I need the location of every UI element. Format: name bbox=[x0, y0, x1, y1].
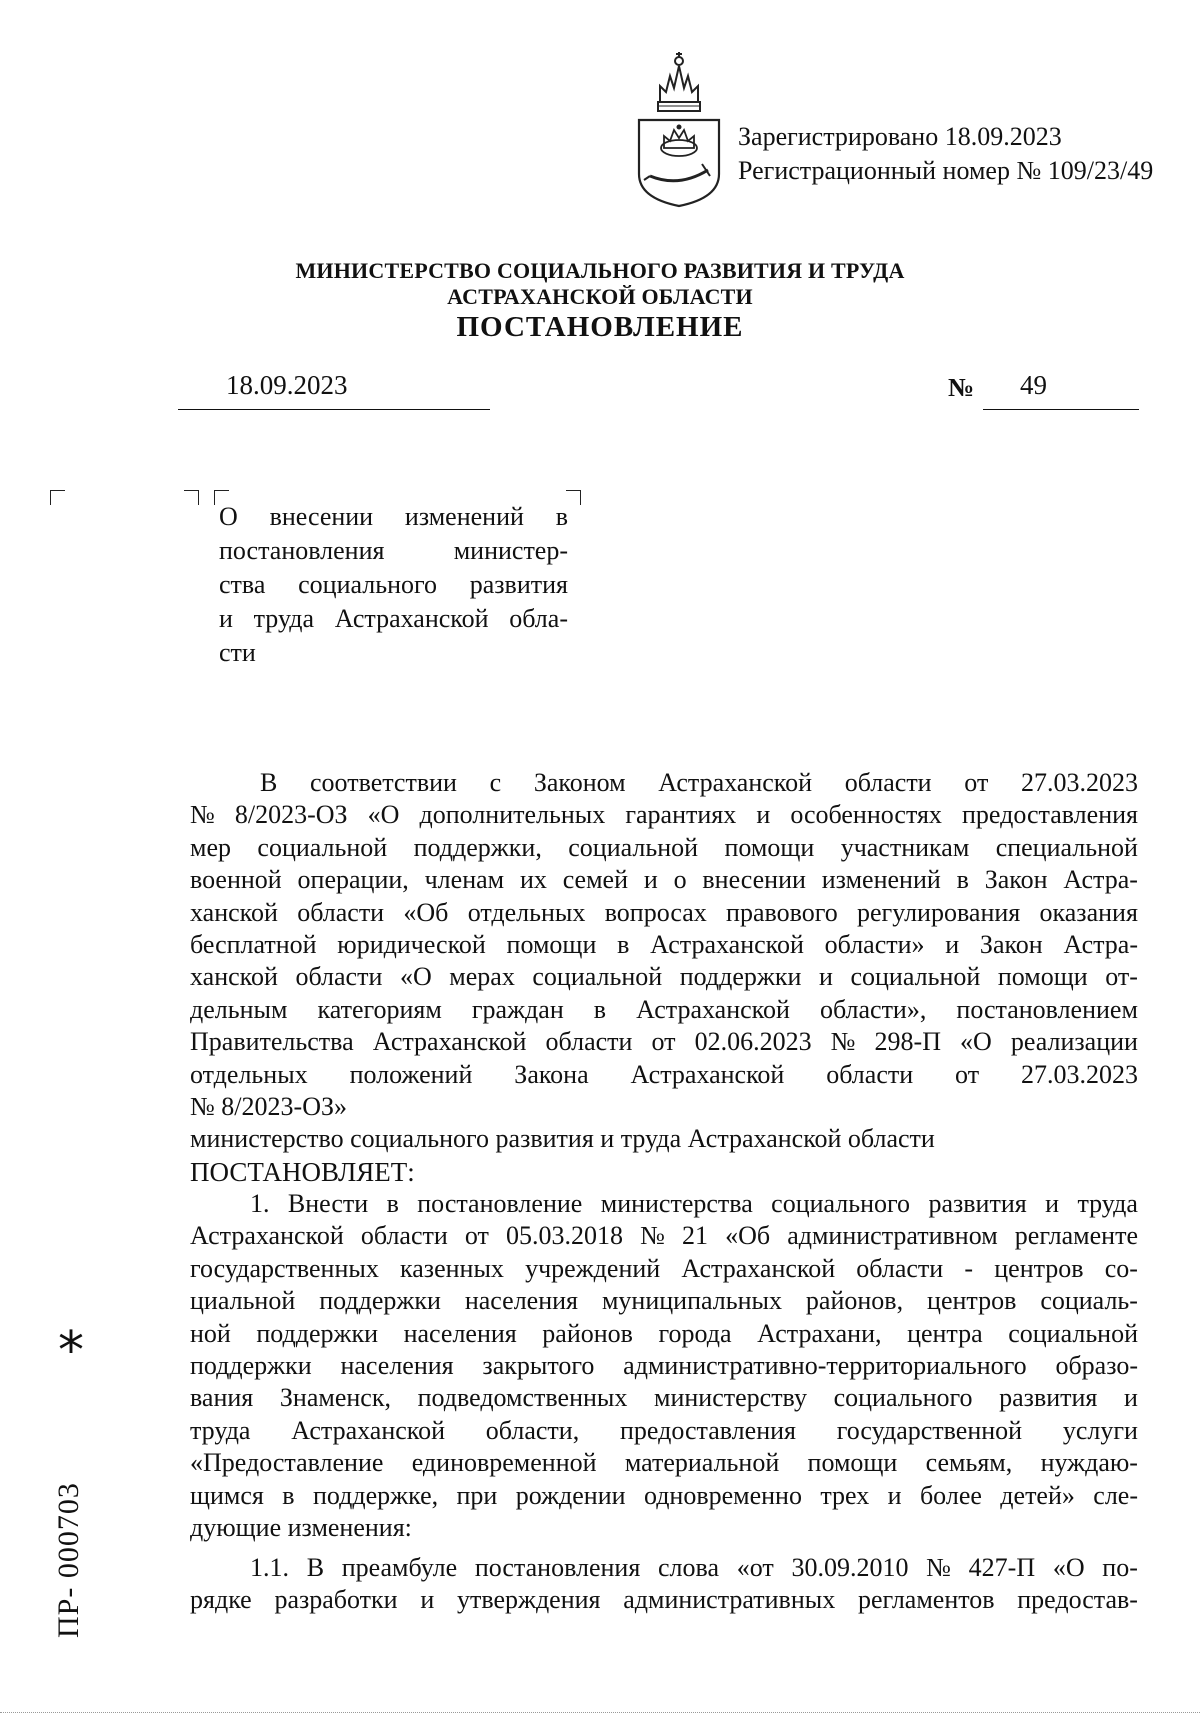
word: поддержки bbox=[319, 1286, 441, 1316]
word: области bbox=[360, 1221, 448, 1251]
word: Астраханской bbox=[372, 1027, 527, 1057]
word: отдельных bbox=[467, 897, 586, 927]
word: более bbox=[919, 1480, 982, 1510]
decides-line: ПОСТАНОВЛЯЕТ: bbox=[190, 1156, 415, 1187]
word: вопросах bbox=[604, 897, 707, 927]
corner-bracket bbox=[184, 490, 199, 505]
word: категориям bbox=[317, 994, 442, 1024]
form-serial-number: ПР- 000703 bbox=[52, 1482, 85, 1638]
word: семьям, bbox=[925, 1448, 1013, 1478]
item-1-line bbox=[190, 1188, 1138, 1220]
word: и bbox=[643, 865, 658, 895]
word: поддержке, bbox=[312, 1480, 439, 1510]
registration-number: Регистрационный номер № 109/23/49 bbox=[738, 156, 1154, 185]
preamble-line bbox=[190, 832, 1138, 864]
margin-asterisk: * bbox=[58, 1321, 84, 1381]
word: районов bbox=[542, 1318, 633, 1348]
word: государственной bbox=[836, 1415, 1023, 1445]
subject-line: сти bbox=[219, 638, 256, 667]
word: предоставления bbox=[962, 800, 1138, 830]
word: социальной bbox=[532, 962, 663, 992]
word: социального bbox=[771, 1189, 911, 1218]
word: административных bbox=[623, 1585, 836, 1615]
word: рождении bbox=[515, 1480, 626, 1510]
word: области, bbox=[485, 1415, 580, 1445]
item-1-1-line bbox=[190, 1584, 1138, 1616]
word: Астрахани, bbox=[757, 1318, 882, 1348]
word: 27.03.2023 bbox=[1020, 1059, 1138, 1089]
word: Закон bbox=[979, 929, 1043, 959]
word: 8/2023-ОЗ bbox=[234, 800, 348, 830]
word: образо- bbox=[1055, 1350, 1138, 1380]
word: области bbox=[826, 1059, 914, 1089]
word: области bbox=[545, 1027, 633, 1057]
registration-date: Зарегистрировано 18.09.2023 bbox=[738, 122, 1062, 151]
word: помощи bbox=[506, 929, 597, 959]
preamble-line: № 8/2023-ОЗ» bbox=[190, 1091, 347, 1121]
word: 427-П bbox=[968, 1553, 1036, 1582]
word: области bbox=[295, 962, 383, 992]
word: области bbox=[297, 897, 385, 927]
coat-of-arms-icon bbox=[636, 52, 722, 208]
preamble-line bbox=[190, 994, 1138, 1026]
corner-bracket bbox=[566, 490, 581, 505]
word: Знаменск, bbox=[279, 1383, 391, 1413]
word: со- bbox=[1104, 1253, 1138, 1283]
word: № bbox=[926, 1553, 951, 1582]
word: 21 bbox=[682, 1221, 708, 1251]
word: внесении bbox=[702, 865, 806, 895]
word: министерства bbox=[600, 1189, 753, 1218]
word: 1.1. bbox=[250, 1553, 289, 1582]
registration-stamp bbox=[738, 120, 1153, 188]
word: в bbox=[593, 994, 607, 1024]
word: Закон bbox=[984, 865, 1048, 895]
word: «Об bbox=[403, 897, 449, 927]
word: социального bbox=[833, 1383, 973, 1413]
word: в bbox=[956, 865, 969, 895]
word: услуги bbox=[1062, 1415, 1138, 1445]
word: регламенте bbox=[1014, 1221, 1138, 1251]
word: о bbox=[673, 865, 687, 895]
preamble-line bbox=[190, 961, 1138, 993]
word: ханской bbox=[190, 897, 278, 927]
word: 1. bbox=[250, 1189, 270, 1218]
item-1-line bbox=[190, 1350, 1138, 1382]
word: и bbox=[818, 962, 833, 992]
word: слова bbox=[658, 1553, 720, 1582]
word: от bbox=[651, 1027, 676, 1057]
word: семей bbox=[562, 865, 628, 895]
word: учреждений bbox=[525, 1253, 661, 1283]
number-underline bbox=[983, 409, 1139, 410]
word: В bbox=[306, 1553, 325, 1582]
word: и bbox=[756, 800, 771, 830]
word: бесплатной bbox=[190, 929, 317, 959]
item-1-1-line bbox=[190, 1552, 1138, 1584]
word: в bbox=[617, 929, 630, 959]
word: предостав- bbox=[1017, 1585, 1138, 1615]
word: труда bbox=[1077, 1189, 1138, 1218]
word: 30.09.2010 bbox=[791, 1553, 909, 1582]
word: рядке bbox=[190, 1585, 252, 1615]
word: подведомственных bbox=[417, 1383, 628, 1413]
word: «О bbox=[1052, 1553, 1085, 1582]
word: министерству bbox=[654, 1383, 807, 1413]
word: постановления bbox=[474, 1553, 641, 1582]
word: развития bbox=[928, 1189, 1027, 1218]
word: «Предоставление bbox=[190, 1448, 384, 1478]
word: В bbox=[260, 768, 278, 797]
word: Астра- bbox=[1063, 929, 1138, 959]
word: соответствии bbox=[310, 768, 457, 797]
word: с bbox=[489, 768, 502, 797]
word: Закона bbox=[514, 1059, 589, 1089]
word: преамбуле bbox=[341, 1553, 458, 1582]
word: правового bbox=[726, 897, 838, 927]
word: по- bbox=[1102, 1553, 1138, 1582]
word: и bbox=[420, 1585, 435, 1615]
word: «О bbox=[399, 962, 432, 992]
word: изменений bbox=[821, 865, 941, 895]
word: населения bbox=[340, 1350, 454, 1380]
word: помощи bbox=[724, 832, 815, 862]
word: и bbox=[1045, 1189, 1060, 1218]
word: и bbox=[887, 1480, 902, 1510]
word: центров bbox=[994, 1253, 1084, 1283]
word: ханской bbox=[190, 962, 278, 992]
date-underline bbox=[178, 409, 490, 410]
document-subject bbox=[219, 500, 568, 670]
word: города bbox=[658, 1318, 732, 1348]
word: «Об bbox=[725, 1221, 771, 1251]
word: граждан bbox=[471, 994, 564, 1024]
preamble-line bbox=[190, 767, 1138, 799]
word: «О bbox=[960, 1027, 992, 1057]
word: вания bbox=[190, 1383, 254, 1413]
word: от bbox=[964, 768, 989, 797]
word: разработки bbox=[274, 1585, 398, 1615]
word: социальной bbox=[257, 832, 388, 862]
preamble-line bbox=[190, 1059, 1138, 1091]
word: труда bbox=[190, 1415, 251, 1445]
word: Астраханской bbox=[630, 1059, 785, 1089]
word: № bbox=[190, 800, 215, 830]
word: дополнительных bbox=[419, 800, 606, 830]
word: трех bbox=[820, 1480, 870, 1510]
word: и bbox=[1124, 1383, 1138, 1413]
preamble-line bbox=[190, 799, 1138, 831]
word: одновременно bbox=[643, 1480, 802, 1510]
word: области», bbox=[819, 994, 927, 1024]
word: мерах bbox=[449, 962, 515, 992]
word: № bbox=[830, 1027, 856, 1057]
word: развития bbox=[999, 1383, 1098, 1413]
word: населения bbox=[403, 1318, 517, 1348]
word: Астраханской bbox=[650, 929, 804, 959]
word: социальной bbox=[1008, 1318, 1138, 1348]
preamble-paragraph bbox=[190, 767, 1138, 1188]
word: и bbox=[945, 929, 960, 959]
word: Астраханской bbox=[636, 994, 790, 1024]
word: предоставления bbox=[620, 1415, 796, 1445]
item-1-1-paragraph bbox=[190, 1552, 1138, 1617]
word: 27.03.2023 bbox=[1020, 768, 1138, 797]
word: участникам bbox=[840, 832, 970, 862]
word: Правительства bbox=[190, 1027, 354, 1057]
number-sign: № bbox=[948, 373, 975, 402]
item-1-paragraph bbox=[190, 1188, 1138, 1544]
word: 05.03.2018 bbox=[506, 1221, 623, 1251]
word: щимся bbox=[190, 1480, 264, 1510]
word: их bbox=[519, 865, 547, 895]
word: поддержки bbox=[679, 962, 802, 992]
word: казенных bbox=[400, 1253, 504, 1283]
word: при bbox=[456, 1480, 498, 1510]
word: социальной bbox=[568, 832, 699, 862]
word: реализации bbox=[1010, 1027, 1138, 1057]
word: регулирования bbox=[857, 897, 1021, 927]
word: - bbox=[964, 1253, 974, 1283]
word: от bbox=[955, 1059, 980, 1089]
item-1-line bbox=[190, 1220, 1138, 1252]
word: Астраханской bbox=[190, 1221, 344, 1251]
word: закрытого bbox=[482, 1350, 595, 1380]
ministry-name-line1: МИНИСТЕРСТВО СОЦИАЛЬНОГО РАЗВИТИЯ И ТРУДА bbox=[295, 258, 905, 283]
item-1-line: дующие изменения: bbox=[190, 1512, 412, 1542]
word: в bbox=[386, 1189, 399, 1218]
word: Астраханской bbox=[291, 1415, 446, 1445]
word: центра bbox=[907, 1318, 983, 1348]
word: от bbox=[464, 1221, 489, 1251]
document-date: 18.09.2023 bbox=[226, 370, 348, 400]
word: Законом bbox=[533, 768, 626, 797]
word: 298-П bbox=[874, 1027, 941, 1057]
word: материальной bbox=[624, 1448, 780, 1478]
word: районов, bbox=[805, 1286, 904, 1316]
word: дельным bbox=[190, 994, 288, 1024]
word: области bbox=[856, 1253, 944, 1283]
word: поддержки bbox=[256, 1318, 379, 1348]
word: положений bbox=[349, 1059, 473, 1089]
preamble-line bbox=[190, 897, 1138, 929]
word: сле- bbox=[1093, 1480, 1138, 1510]
word: государственных bbox=[190, 1253, 379, 1283]
preamble-line bbox=[190, 1026, 1138, 1058]
word: поддержки, bbox=[413, 832, 542, 862]
ministry-name-line2: АСТРАХАНСКОЙ ОБЛАСТИ bbox=[447, 284, 753, 309]
scan-edge-line bbox=[0, 1712, 1200, 1713]
word: единовременной bbox=[411, 1448, 597, 1478]
item-1-line bbox=[190, 1382, 1138, 1414]
preamble-line bbox=[190, 864, 1138, 896]
subject-line: постановления министер- bbox=[219, 536, 568, 565]
word: муниципальных bbox=[601, 1286, 782, 1316]
word: № bbox=[640, 1221, 665, 1251]
word: Астраханской bbox=[681, 1253, 836, 1283]
word: детей» bbox=[1000, 1480, 1075, 1510]
word: операции, bbox=[297, 865, 409, 895]
word: Астра- bbox=[1063, 865, 1138, 895]
item-1-line bbox=[190, 1480, 1138, 1512]
word: 02.06.2023 bbox=[694, 1027, 812, 1057]
word: Астраханской bbox=[658, 768, 813, 797]
subject-line: О внесении изменений в bbox=[219, 502, 568, 531]
word: «от bbox=[736, 1553, 774, 1582]
word: ной bbox=[190, 1318, 231, 1348]
word: административно-территориального bbox=[623, 1350, 1027, 1380]
word: юридической bbox=[337, 929, 486, 959]
word: населения bbox=[464, 1286, 578, 1316]
word: оказания bbox=[1039, 897, 1138, 927]
word: гарантиях bbox=[625, 800, 737, 830]
word: мер bbox=[190, 832, 231, 862]
word: области bbox=[844, 768, 932, 797]
corner-bracket bbox=[50, 490, 65, 505]
word: помощи bbox=[807, 1448, 898, 1478]
preamble-line bbox=[190, 929, 1138, 961]
word: в bbox=[282, 1480, 295, 1510]
word: поддержки bbox=[190, 1350, 312, 1380]
word: постановлением bbox=[956, 994, 1138, 1024]
word: «О bbox=[367, 800, 400, 830]
word: циальной bbox=[190, 1286, 296, 1316]
word: постановление bbox=[417, 1189, 583, 1218]
item-1-line bbox=[190, 1447, 1138, 1479]
item-1-line bbox=[190, 1415, 1138, 1447]
subject-line: и труда Астраханской обла- bbox=[219, 604, 568, 633]
word: членам bbox=[424, 865, 505, 895]
word: области» bbox=[824, 929, 925, 959]
word: центров bbox=[927, 1286, 1017, 1316]
item-1-line bbox=[190, 1253, 1138, 1285]
word: специальной bbox=[995, 832, 1138, 862]
word: Внести bbox=[287, 1189, 369, 1218]
word: социаль- bbox=[1040, 1286, 1138, 1316]
document-type-title: ПОСТАНОВЛЕНИЕ bbox=[456, 311, 744, 343]
item-1-line bbox=[190, 1285, 1138, 1317]
issuer-line: министерство социального развития и труда Астраханской области bbox=[190, 1124, 935, 1154]
word: социальной bbox=[850, 962, 981, 992]
word: помощи bbox=[997, 962, 1088, 992]
word: утверждения bbox=[456, 1585, 601, 1615]
word: отдельных bbox=[190, 1059, 308, 1089]
word: от- bbox=[1105, 962, 1138, 992]
word: особенностях bbox=[790, 800, 942, 830]
word: административном bbox=[787, 1221, 998, 1251]
word: нуждаю- bbox=[1040, 1448, 1138, 1478]
word: военной bbox=[190, 865, 282, 895]
item-1-line bbox=[190, 1318, 1138, 1350]
word: регламентов bbox=[857, 1585, 995, 1615]
document-number: 49 bbox=[1020, 370, 1047, 400]
subject-line: ства социального развития bbox=[219, 570, 568, 599]
